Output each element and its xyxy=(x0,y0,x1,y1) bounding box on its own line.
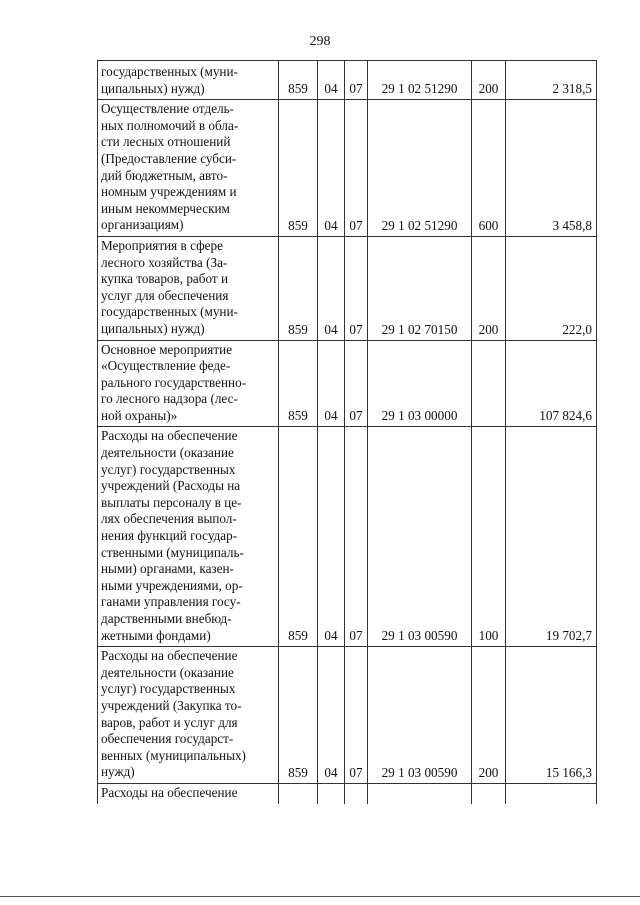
table-row xyxy=(98,427,597,647)
expense-type-cell xyxy=(472,340,506,427)
target-article-cell: 29 1 02 70150 xyxy=(368,236,472,340)
table-row xyxy=(98,100,597,237)
subsection-code-cell: 07 xyxy=(345,427,368,647)
amount-cell: 2 318,5 xyxy=(506,61,597,100)
expense-type-cell: 200 xyxy=(472,647,506,784)
target-article-cell xyxy=(368,783,472,803)
subsection-code-cell: 07 xyxy=(345,340,368,427)
table-row xyxy=(98,783,597,803)
subsection-code-cell: 07 xyxy=(345,100,368,237)
subsection-code-cell: 07 xyxy=(345,61,368,100)
item-name-cell: Расходы на обеспечение xyxy=(98,783,279,803)
expense-type-cell: 600 xyxy=(472,100,506,237)
section-code-cell: 04 xyxy=(318,236,345,340)
ministry-code-cell: 859 xyxy=(279,100,318,237)
ministry-code-cell: 859 xyxy=(279,236,318,340)
amount-cell: 15 166,3 xyxy=(506,647,597,784)
footer-rule xyxy=(0,896,640,897)
ministry-code-cell: 859 xyxy=(279,427,318,647)
subsection-code-cell: 07 xyxy=(345,236,368,340)
table-row xyxy=(98,340,597,427)
item-name-cell: Расходы на обеспечение деятельности (оказание услуг) государственных учреждений (Закупка то- варов, работ и услуг для обеспечения государст- венных (муниципальных) нужд) xyxy=(98,647,279,784)
amount-cell xyxy=(506,783,597,803)
amount-cell: 222,0 xyxy=(506,236,597,340)
section-code-cell: 04 xyxy=(318,100,345,237)
item-name-cell: Мероприятия в сфере лесного хозяйства (За- купка товаров, работ и услуг для обеспечения государственных (муни- ципальных) нужд) xyxy=(98,236,279,340)
expense-type-cell: 200 xyxy=(472,236,506,340)
amount-cell: 107 824,6 xyxy=(506,340,597,427)
budget-table xyxy=(97,60,597,804)
item-name-cell: Основное мероприятие «Осуществление феде- рального государственно- го лесного надзора (лес- ной охраны)» xyxy=(98,340,279,427)
target-article-cell: 29 1 03 00590 xyxy=(368,647,472,784)
ministry-code-cell: 859 xyxy=(279,61,318,100)
item-name-cell: Осуществление отдель- ных полномочий в обла- сти лесных отношений (Предоставление субси- дий бюджетным, авто- номным учреждениям и иным некоммерческим организациям) xyxy=(98,100,279,237)
amount-cell: 3 458,8 xyxy=(506,100,597,237)
section-code-cell: 04 xyxy=(318,61,345,100)
ministry-code-cell: 859 xyxy=(279,340,318,427)
section-code-cell: 04 xyxy=(318,427,345,647)
table-row xyxy=(98,236,597,340)
target-article-cell: 29 1 03 00590 xyxy=(368,427,472,647)
target-article-cell: 29 1 02 51290 xyxy=(368,100,472,237)
section-code-cell: 04 xyxy=(318,340,345,427)
amount-cell: 19 702,7 xyxy=(506,427,597,647)
item-name-cell: Расходы на обеспечение деятельности (оказание услуг) государственных учреждений (Расходы на выплаты персоналу в це- лях обеспечения выпол- нения функций государ- ственными (муниципаль- ными) органами, казен- ными учреждениями, ор- ганами управления госу- дарственными внебюд- жетными фондами) xyxy=(98,427,279,647)
expense-type-cell: 200 xyxy=(472,61,506,100)
section-code-cell: 04 xyxy=(318,647,345,784)
ministry-code-cell: 859 xyxy=(279,647,318,784)
expense-type-cell: 100 xyxy=(472,427,506,647)
item-name-cell: государственных (муни- ципальных) нужд) xyxy=(98,61,279,100)
subsection-code-cell: 07 xyxy=(345,647,368,784)
expense-type-cell xyxy=(472,783,506,803)
target-article-cell: 29 1 02 51290 xyxy=(368,61,472,100)
subsection-code-cell xyxy=(345,783,368,803)
target-article-cell: 29 1 03 00000 xyxy=(368,340,472,427)
table-body xyxy=(98,61,597,804)
section-code-cell xyxy=(318,783,345,803)
table-row xyxy=(98,61,597,100)
ministry-code-cell xyxy=(279,783,318,803)
table-row xyxy=(98,647,597,784)
page-number: 298 xyxy=(309,34,331,49)
